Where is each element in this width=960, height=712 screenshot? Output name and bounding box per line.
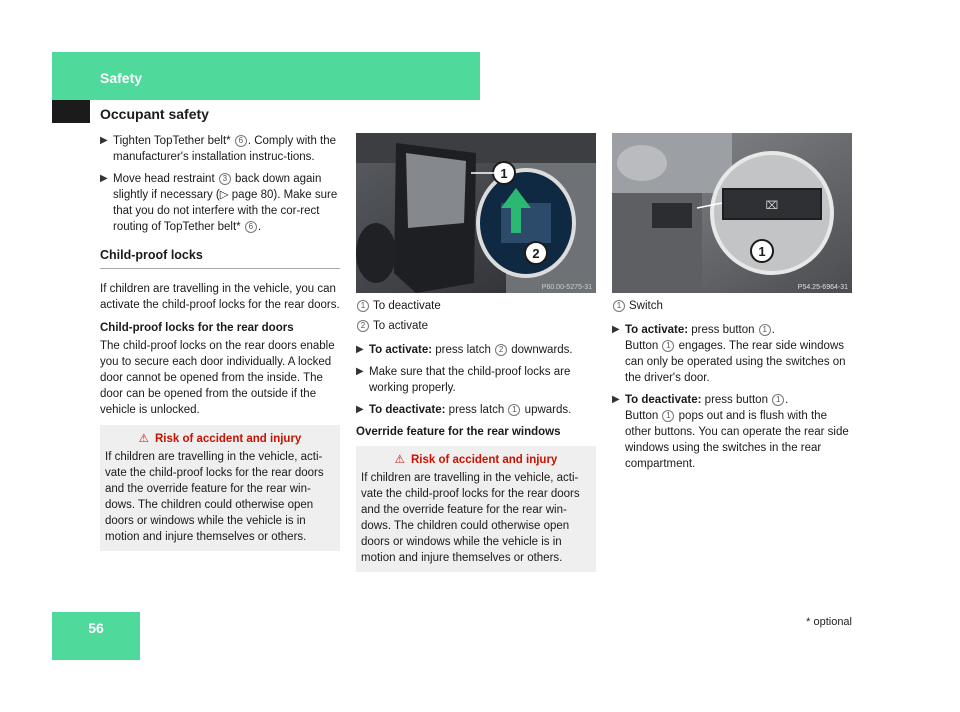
door-latch-photo bbox=[356, 133, 596, 293]
bullet-arrow-icon: ▶ bbox=[356, 404, 364, 415]
svg-text:1: 1 bbox=[758, 244, 766, 259]
subheading: Child-proof locks for the rear doors bbox=[100, 322, 294, 334]
window-switch-photo bbox=[612, 133, 852, 293]
list-item: ▶ To deactivate: press latch 1 upwards. bbox=[356, 404, 572, 416]
page-title: Occupant safety bbox=[100, 106, 209, 122]
list-item: ▶ To activate: press latch 2 downwards. bbox=[356, 344, 573, 356]
bullet-arrow-icon: ▶ bbox=[356, 344, 364, 355]
bullet-arrow-icon: ▶ bbox=[100, 173, 108, 184]
svg-text:2: 2 bbox=[532, 246, 540, 261]
warning-text: If children are travelling in the vehicle, acti-vate the child-proof locks for the rear doors and the override feature for the rear win-dows. The children could otherwise open doors or windows while the vehicle is in motion and injure themselves or others. bbox=[361, 472, 580, 564]
reference-number: 6 bbox=[245, 221, 257, 233]
warning-triangle-icon: ⚠ bbox=[394, 454, 405, 466]
intro-paragraph: If children are travelling in the vehicle, you can activate the child-proof locks for the rear doors. bbox=[100, 283, 340, 311]
header-marker bbox=[52, 100, 90, 123]
list-item: ▶ Move head restraint 3 back down again slightly if necessary (▷ page 80). Make sure that you do not interfere with the cor-rect routing of TopTether belt* 6 . bbox=[100, 173, 338, 233]
warning-triangle-icon: ⚠ bbox=[138, 433, 149, 445]
footnote: * optional bbox=[806, 616, 852, 628]
warning-title: Risk of accident and injury bbox=[154, 433, 302, 445]
reference-number: 3 bbox=[219, 173, 231, 185]
legend-item: 1 To deactivate bbox=[356, 298, 596, 314]
bullet-arrow-icon: ▶ bbox=[612, 324, 620, 335]
subheading: Override feature for the rear windows bbox=[356, 426, 561, 438]
section-heading: Child-proof locks bbox=[100, 247, 340, 269]
bullet-arrow-icon: ▶ bbox=[612, 394, 620, 405]
legend-item: 2 To activate bbox=[356, 318, 596, 334]
list-item: ▶ Make sure that the child-proof locks are working properly. bbox=[356, 366, 571, 394]
warning-text: If children are travelling in the vehicle, acti-vate the child-proof locks for the rear doors and the override feature for the rear win-dows. The children could otherwise open doors or windows while the vehicle is in motion and injure themselves or others. bbox=[105, 451, 324, 543]
section-title: Safety bbox=[100, 70, 143, 86]
list-item: ▶ Tighten TopTether belt* 6 . Comply with the manufacturer's installation instruc-tions. bbox=[100, 135, 337, 163]
warning-box bbox=[356, 446, 596, 572]
column-left bbox=[100, 133, 340, 551]
column-middle bbox=[356, 298, 596, 572]
bullet-arrow-icon: ▶ bbox=[100, 135, 108, 146]
svg-text:⌧: ⌧ bbox=[765, 199, 779, 212]
list-item: ▶ To deactivate: press button 1 . Button 1 pops out and is flush with the other buttons. You can operate the rear side windows using the switches in the rear compartment. bbox=[612, 394, 849, 470]
bullet-arrow-icon: ▶ bbox=[356, 366, 364, 377]
list-item: ▶ To activate: press button 1 . Button 1 engages. The rear side windows can only be operated using the switches on the driver's door. bbox=[612, 324, 846, 384]
svg-text:1: 1 bbox=[500, 166, 508, 181]
reference-number: 6 bbox=[235, 135, 247, 147]
warning-box bbox=[100, 425, 340, 551]
page-reference-arrow-icon: ▷ bbox=[219, 189, 229, 201]
body-paragraph: The child-proof locks on the rear doors enable you to secure each door individually. A locked door cannot be opened from the inside. The door can be opened from the outside if the vehicle is unlocked. bbox=[100, 340, 335, 416]
photo-code: P60.00-5275-31 bbox=[541, 284, 592, 291]
page-link[interactable]: page 80). Make sure that you do not interfere with the cor-rect routing of TopTether belt* bbox=[113, 189, 338, 233]
page-number: 56 bbox=[88, 620, 104, 636]
warning-title: Risk of accident and injury bbox=[410, 454, 558, 466]
legend-item: 1 Switch bbox=[612, 298, 852, 314]
column-right bbox=[612, 298, 852, 478]
photo-code: P54.25-6964-31 bbox=[797, 284, 848, 291]
